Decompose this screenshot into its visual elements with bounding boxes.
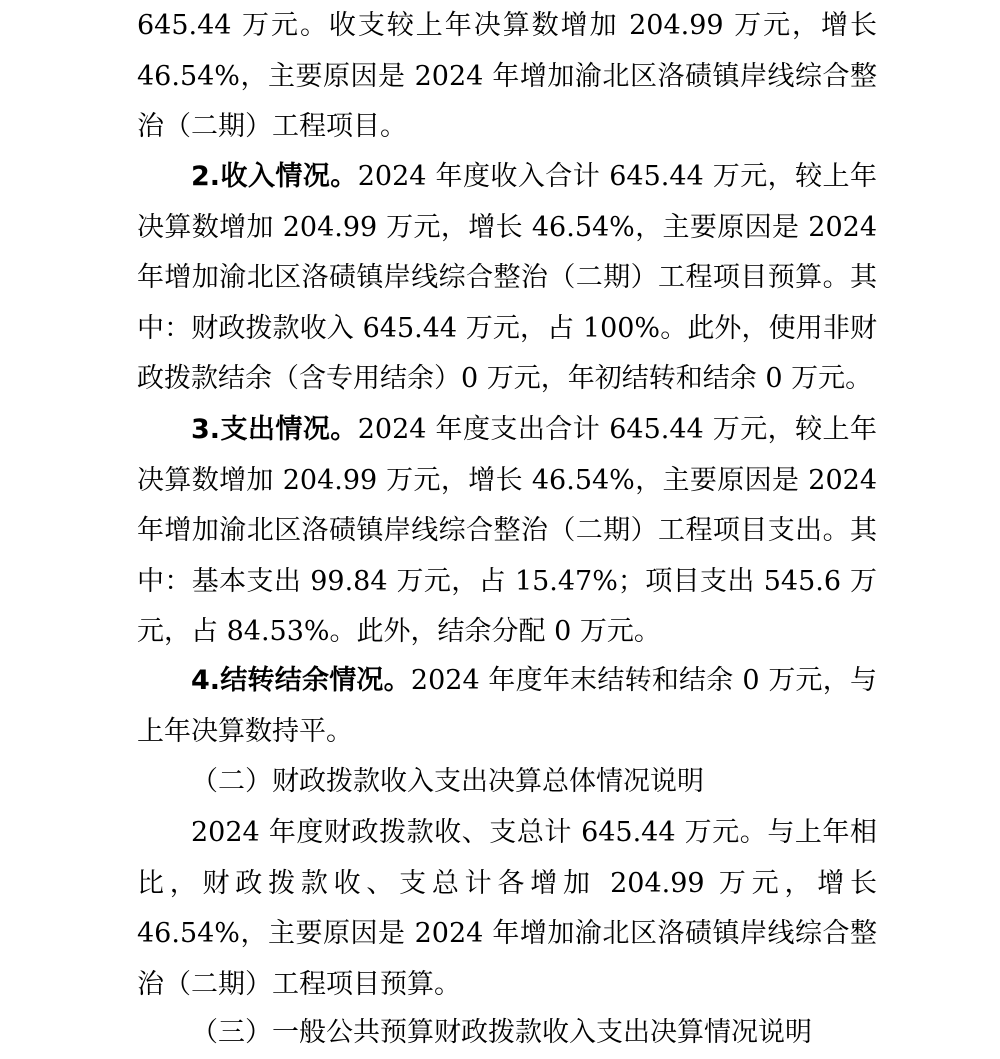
carryover-body: 2024 年度年末结转和结余 0 万元，与上年决算数持平。 [137,665,878,747]
paragraph-text: 645.44 万元。收支较上年决算数增加 204.99 万元，增长 46.54%，主要原因是 2024 年增加渝北区洛碛镇岸线综合整治（二期）工程项目。 [137,10,877,142]
paragraph-expenditure [137,405,877,658]
income-heading: 2.收入情况。 [191,161,358,192]
section-2-title: （二）财政拨款收入支出决算总体情况说明 [191,766,704,797]
paragraph-text: 2024 年度财政拨款收、支总计 645.44 万元。与上年相比，财政拨款收、支总计各增加 204.99 万元，增长 46.54%，主要原因是 2024 年增加渝北区洛碛镇岸线综合整治（二期）工程项目预算。 [137,817,877,1000]
paragraph-fiscal-overview [137,808,877,1010]
paragraph-carryover [137,656,877,757]
paragraph-income [137,152,877,405]
section-3-title: （三）一般公共预算财政拨款收入支出决算情况说明 [191,1017,812,1048]
income-body: 2024 年度收入合计 645.44 万元，较上年决算数增加 204.99 万元，增长 46.54%，主要原因是 2024 年增加渝北区洛碛镇岸线综合整治（二期）工程项目预算。其中：财政拨款收入 645.44 万元，占 100%。此外，使用非财政拨款结余（含专用结余）0 万元，年初结转和结余 0 万元。 [137,161,877,394]
expenditure-heading: 3.支出情况。 [191,414,358,445]
carryover-heading: 4.结转结余情况。 [191,665,411,696]
expenditure-body: 2024 年度支出合计 645.44 万元，较上年决算数增加 204.99 万元，增长 46.54%，主要原因是 2024 年增加渝北区洛碛镇岸线综合整治（二期）工程项目支出。其中：基本支出 99.84 万元，占 15.47%；项目支出 545.6 万元，占 84.53%。此外，结余分配 0 万元。 [137,414,877,647]
paragraph-summary-continued [137,1,877,153]
